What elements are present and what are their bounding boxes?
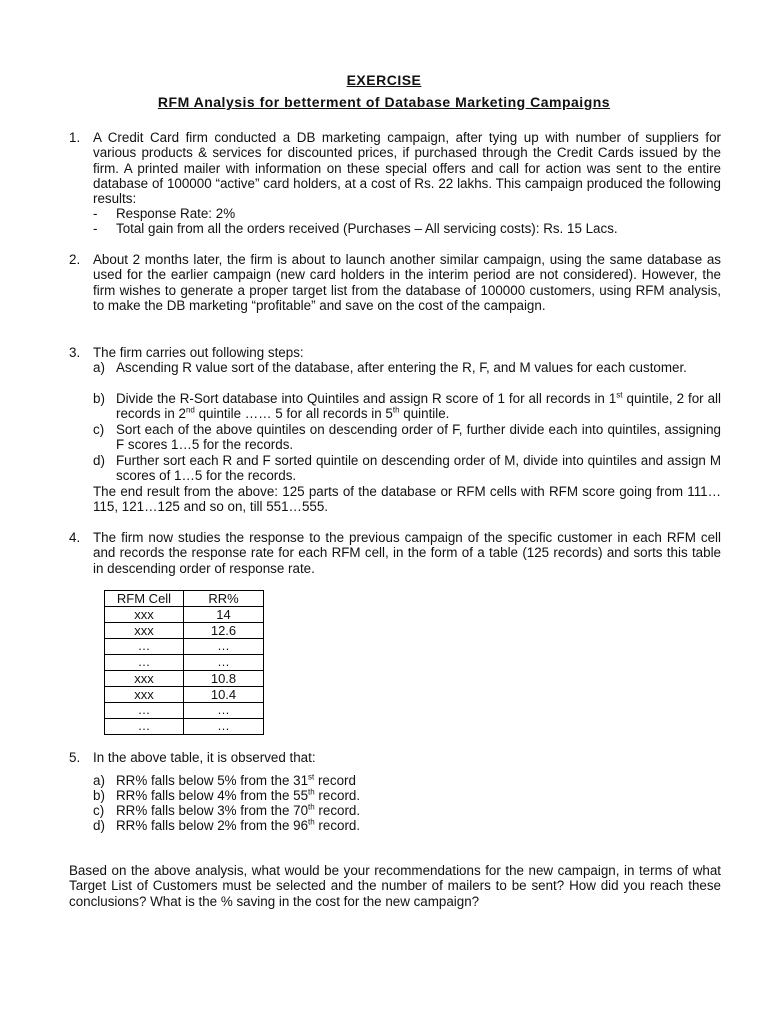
response-rate-table [104, 590, 264, 735]
table-header-rr: RR% [184, 591, 264, 607]
step-b-label: b) [93, 391, 105, 406]
obs-a-text: RR% falls below 5% from the 31st record [116, 772, 356, 788]
table-row [105, 655, 264, 671]
item-3-number: 3. [69, 345, 81, 360]
table-cell: 14 [184, 607, 264, 623]
item-1-bullet-2-dash: - [93, 221, 98, 236]
step-c-label: c) [93, 422, 105, 437]
table-cell: xxx [105, 687, 184, 703]
item-2-number: 2. [69, 252, 81, 267]
table-header-row [105, 591, 264, 607]
table-cell: xxx [105, 607, 184, 623]
obs-b-text: RR% falls below 4% from the 55th record. [116, 787, 361, 803]
item-4-text: The firm now studies the response to the previous campaign of the specific customer in each RFM cell and records the response rate for each RFM cell, in the form of a table (125 records) and sorts this table in descending order of response rate. [93, 530, 721, 576]
step-d-label: d) [93, 453, 105, 468]
table-row [105, 639, 264, 655]
table-cell: … [105, 719, 184, 735]
item-1-number: 1. [69, 130, 81, 145]
table-cell: xxx [105, 623, 184, 639]
page-title: EXERCISE [346, 72, 422, 88]
table-cell: … [184, 703, 264, 719]
table-cell: 10.4 [184, 687, 264, 703]
item-4-number: 4. [69, 530, 81, 545]
obs-c-label: c) [93, 803, 105, 818]
obs-c-text: RR% falls below 3% from the 70th record. [116, 802, 361, 818]
obs-a-label: a) [93, 773, 105, 788]
table-cell: … [105, 655, 184, 671]
item-1-bullet-2: Total gain from all the orders received (Purchases – All servicing costs): Rs. 15 Lacs. [116, 221, 618, 236]
item-3-result: The end result from the above: 125 parts of the database or RFM cells with RFM score going from 111…115, 121…125 and so on, till 551…555. [93, 484, 721, 515]
step-a-label: a) [93, 360, 105, 375]
table-row [105, 671, 264, 687]
obs-b-label: b) [93, 788, 105, 803]
item-1-bullet-1: Response Rate: 2% [116, 206, 236, 221]
table-row [105, 607, 264, 623]
item-3-text: The firm carries out following steps: [93, 345, 304, 360]
closing-question: Based on the above analysis, what would be your recommendations for the new campaign, in terms of what Target List of Customers must be selected and the number of mailers to be sent? How did you reach these conclusions? What is the % saving in the cost for the new campaign? [69, 863, 721, 909]
table-cell: 12.6 [184, 623, 264, 639]
item-2-text: About 2 months later, the firm is about to launch another similar campaign, using the same database as used for the earlier campaign (new card holders in the interim period are not considered). However, the firm wishes to generate a proper target list from the database of 100000 customers, using RFM analysis, to make the DB marketing “profitable” and save on the cost of the campaign. [93, 252, 721, 313]
item-1-text: A Credit Card firm conducted a DB marketing campaign, after tying up with number of suppliers for various products & services for discounted prices, if purchased through the Credit Cards issued by the firm. A printed mailer with information on these special offers and call for action was sent to the entire database of 100000 “active” card holders, at a cost of Rs. 22 lakhs. This campaign produced the following results: [93, 130, 721, 207]
table-header-rfm-cell: RFM Cell [105, 591, 184, 607]
table-row [105, 719, 264, 735]
table-cell: … [184, 639, 264, 655]
table-row [105, 687, 264, 703]
table-cell: 10.8 [184, 671, 264, 687]
table-row [105, 703, 264, 719]
table-cell: … [184, 719, 264, 735]
step-b-text: Divide the R-Sort database into Quintiles and assign R score of 1 for all records in 1st quintile, 2 for all records in 2nd quintile …… 5 for all records in 5th quintile. [116, 390, 721, 422]
table-cell: xxx [105, 671, 184, 687]
obs-d-text: RR% falls below 2% from the 96th record. [116, 817, 361, 833]
step-a-text: Ascending R value sort of the database, after entering the R, F, and M values for each customer. [116, 360, 687, 375]
item-5-number: 5. [69, 750, 81, 765]
item-5-text: In the above table, it is observed that: [93, 750, 316, 765]
table-cell: … [184, 655, 264, 671]
obs-d-label: d) [93, 818, 105, 833]
table-row [105, 623, 264, 639]
table-cell: … [105, 639, 184, 655]
table-cell: … [105, 703, 184, 719]
page-subtitle: RFM Analysis for betterment of Database Marketing Campaigns [157, 94, 611, 110]
item-1-bullet-1-dash: - [93, 206, 98, 221]
step-d-text: Further sort each R and F sorted quintile on descending order of M, divide into quintiles and assign M scores of 1…5 for the records. [116, 453, 721, 484]
step-c-text: Sort each of the above quintiles on descending order of F, further divide each into quintiles, assigning F scores 1…5 for the records. [116, 422, 721, 453]
